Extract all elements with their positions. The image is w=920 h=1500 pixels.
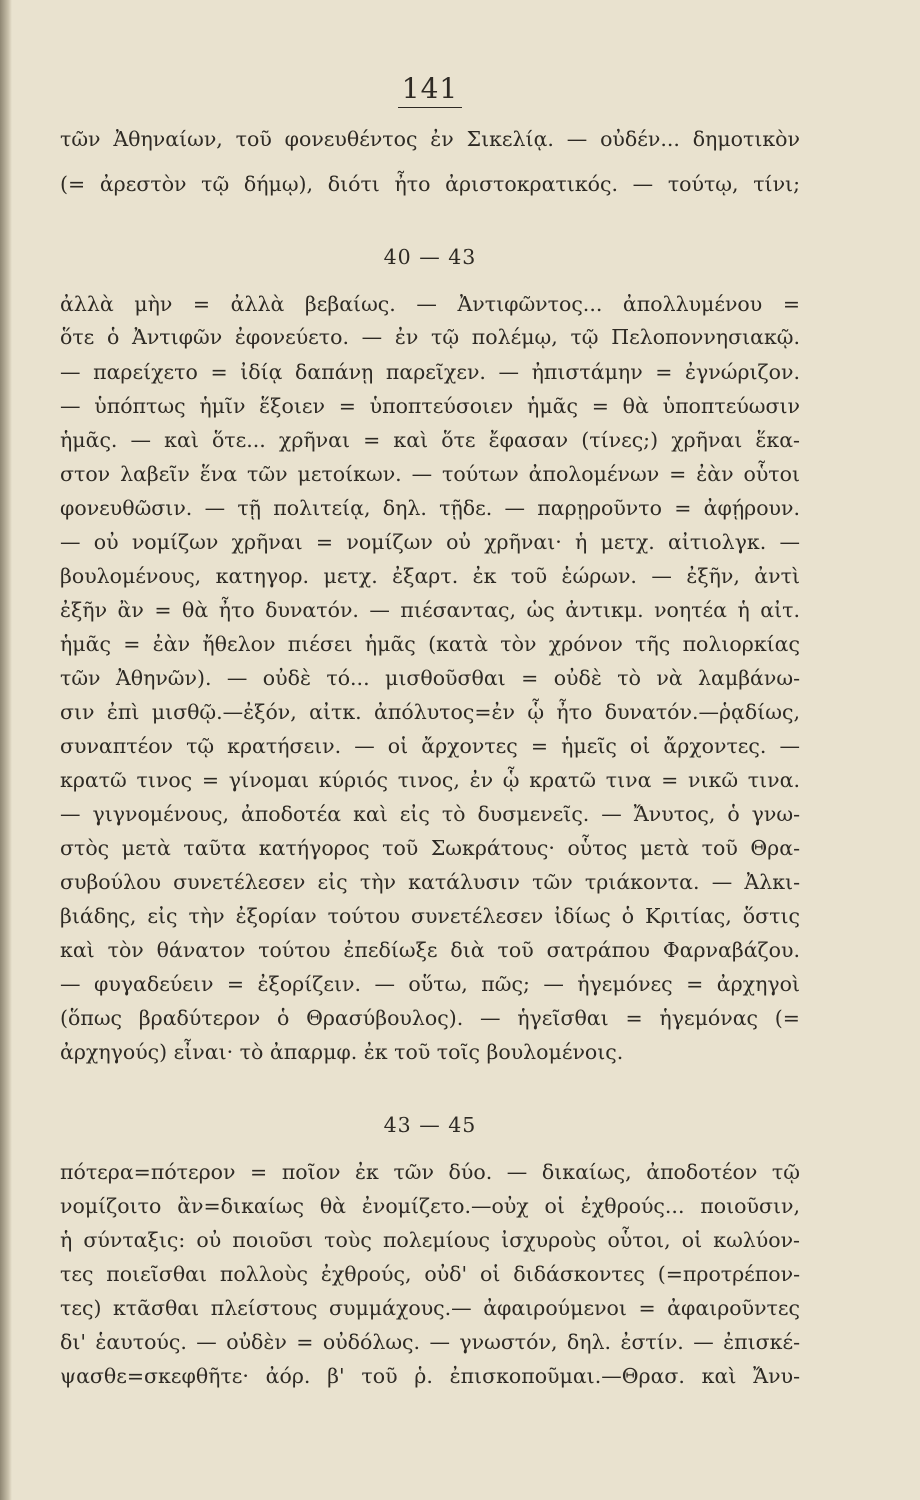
text-line: — γιγνομένους, ἀποδοτέα καὶ εἰς τὸ δυσμενεῖς. — Ἄνυτος, ὁ γνω-: [60, 802, 800, 826]
text-line: συβούλου συνετέλεσεν εἰς τὴν κατάλυσιν τῶν τριάκοντα. — Ἀλκι-: [60, 870, 800, 894]
text-line: ἀρχηγούς) εἶναι· τὸ ἀπαρμφ. ἐκ τοῦ τοῖς βουλομένοις.: [60, 1040, 624, 1064]
text-line: βουλομένους, κατηγορ. μετχ. ἐξαρτ. ἐκ τοῦ ἑώρων. — ἐξῆν, ἀντὶ: [60, 564, 800, 588]
text-line: τες ποιεῖσθαι πολλοὺς ἐχθρούς, οὐδ' οἱ διδάσκοντες (=προτρέπον-: [60, 1262, 800, 1286]
text-line: πότερα=πότερον = ποῖον ἐκ τῶν δύο. — δικαίως, ἀποδοτέον τῷ: [60, 1160, 800, 1184]
text-line: τες) κτᾶσθαι πλείστους συμμάχους.— ἀφαιρούμενοι = ἀφαιροῦντες: [60, 1296, 800, 1320]
text-line: ἡμᾶς = ἐὰν ἤθελον πιέσει ἡμᾶς (κατὰ τὸν χρόνον τῆς πολιορκίας: [60, 632, 800, 656]
text-line: — οὐ νομίζων χρῆναι = νομίζων οὐ χρῆναι· ἡ μετχ. αἰτιολγκ. —: [60, 530, 800, 554]
text-line: τῶν Ἀθηνῶν). — οὐδὲ τό... μισθοῦσθαι = οὐδὲ τὸ νὰ λαμβάνω-: [60, 666, 800, 690]
text-line: ὅτε ὁ Ἀντιφῶν ἐφονεύετο. — ἐν τῷ πολέμῳ, τῷ Πελοποννησιακῷ.: [60, 325, 800, 349]
text-line: — παρείχετο = ἰδίᾳ δαπάνῃ παρεῖχεν. — ἠπιστάμην = ἐγνώριζον.: [60, 360, 800, 384]
text-line: ἡμᾶς. — καὶ ὅτε... χρῆναι = καὶ ὅτε ἔφασαν (τίνες;) χρῆναι ἕκα-: [60, 428, 800, 452]
page-binding-edge: [0, 0, 12, 1500]
text-line: στον λαβεῖν ἕνα τῶν μετοίκων. — τούτων ἀπολομένων = ἐὰν οὗτοι: [60, 462, 800, 486]
text-line: ἀλλὰ μὴν = ἀλλὰ βεβαίως. — Ἀντιφῶντος... ἀπολλυμένου =: [60, 292, 800, 316]
text-line: νομίζοιτο ἂν=δικαίως θὰ ἐνομίζετο.—οὐχ οἱ ἐχθρούς... ποιοῦσιν,: [60, 1194, 800, 1218]
book-page: [60, 0, 800, 1500]
text-line: — φυγαδεύειν = ἐξορίζειν. — οὕτω, πῶς; — ἡγεμόνες = ἀρχηγοὶ: [60, 972, 800, 996]
text-line: ἐξῆν ἂν = θὰ ἦτο δυνατόν. — πιέσαντας, ὡς ἀντικμ. νοητέα ἡ αἰτ.: [60, 598, 800, 622]
text-line: στὸς μετὰ ταῦτα κατήγορος τοῦ Σωκράτους· οὗτος μετὰ τοῦ Θρα-: [60, 836, 800, 860]
text-line: καὶ τὸν θάνατον τούτου ἐπεδίωξε διὰ τοῦ σατράπου Φαρναβάζου.: [60, 938, 800, 962]
section-heading: 43 — 45: [383, 1113, 477, 1137]
text-line: — ὑπόπτως ἡμῖν ἕξοιεν = ὑποπτεύσοιεν ἡμᾶς = θὰ ὑποπτεύωσιν: [60, 394, 800, 418]
text-line: βιάδης, εἰς τὴν ἐξορίαν τούτου συνετέλεσεν ἰδίως ὁ Κριτίας, ὅστις: [60, 904, 800, 928]
text-line: ἡ σύνταξις: οὐ ποιοῦσι τοὺς πολεμίους ἰσχυροὺς οὗτοι, οἱ κωλύον-: [60, 1228, 800, 1252]
text-line: φονευθῶσιν. — τῇ πολιτείᾳ, δηλ. τῇδε. — παρῃροῦντο = ἀφῄρουν.: [60, 496, 800, 520]
text-line: κρατῶ τινος = γίνομαι κύριός τινος, ἐν ᾧ κρατῶ τινα = νικῶ τινα.: [60, 768, 800, 792]
text-line: δι' ἑαυτούς. — οὐδὲν = οὐδόλως. — γνωστόν, δηλ. ἐστίν. — ἐπισκέ-: [60, 1330, 800, 1354]
text-line: (= ἀρεστὸν τῷ δήμῳ), διότι ἦτο ἀριστοκρατικός. — τούτῳ, τίνι;: [60, 172, 800, 196]
text-line: σιν ἐπὶ μισθῷ.—ἐξόν, αἰτκ. ἀπόλυτος=ἐν ᾧ ἦτο δυνατόν.—ῥᾳδίως,: [60, 700, 800, 724]
text-line: (ὅπως βραδύτερον ὁ Θρασύβουλος). — ἡγεῖσθαι = ἡγεμόνας (=: [60, 1006, 800, 1030]
text-line: τῶν Ἀθηναίων, τοῦ φονευθέντος ἐν Σικελίᾳ. — οὐδέν... δημοτικὸν: [60, 127, 800, 151]
page-number: 141: [60, 72, 800, 108]
text-line: συναπτέον τῷ κρατήσειν. — οἱ ἄρχοντες = ἡμεῖς οἱ ἄρχοντες. —: [60, 734, 800, 758]
text-line: ψασθε=σκεφθῆτε· ἀόρ. β' τοῦ ῥ. ἐπισκοποῦμαι.—Θρασ. καὶ Ἄνυ-: [60, 1364, 800, 1388]
section-heading: 40 — 43: [383, 245, 477, 269]
